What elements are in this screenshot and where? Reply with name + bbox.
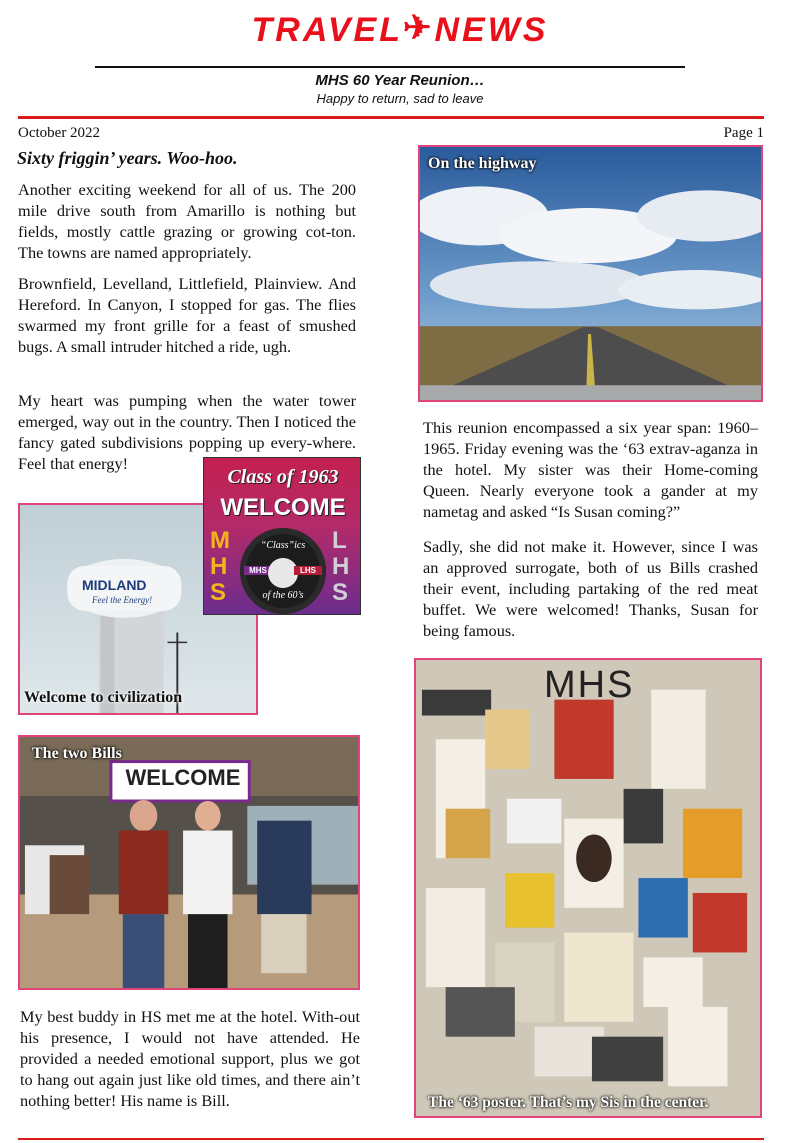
left-paragraph-3: My heart was pumping when the water tower emerged, way out in the country. Then I noticed the fancy gated subdivisions popping up every-where. Feel that energy! (18, 391, 356, 473)
right-paragraph-2: Sadly, she did not make it. However, since I was an approved surrogate, both of us Bills crashed their event, including partaking of the red meat buffet. We were welcomed! Thanks, Susan for being famous. (423, 537, 758, 640)
banner-text: WELCOME (125, 765, 241, 790)
tower-caption: Welcome to civilization (24, 689, 183, 706)
subheadline: Happy to return, sad to leave (316, 91, 484, 106)
disc-right-label: LHS (294, 566, 322, 575)
disc-top-text: “Class”ics (260, 540, 306, 551)
red-divider (18, 116, 764, 119)
sign-lhs-letters: LHS (332, 527, 350, 606)
airplane-icon: ✈ (402, 9, 435, 47)
disc-bottom-text: of the 60’s (262, 590, 304, 601)
bill-paragraph: My best buddy in HS met me at the hotel. With-out his presence, I would not have attended. He provided a needed emotional support, plus we got to hang out again just like old times, and there ain’t nothing better! His name is Bill. (20, 1007, 360, 1110)
bottom-divider (18, 1138, 764, 1140)
page-number: Page 1 (723, 125, 764, 141)
left-paragraph-2: Brownfield, Levelland, Littlefield, Plainview. And Hereford. In Canyon, I stopped for gas. The flies swarmed my front grille for a feast of smushed bugs. A small intruder hitched a ride, ugh. (18, 274, 356, 356)
right-paragraph-1: This reunion encompassed a six year span: 1960–1965. Friday evening was the ‘63 extrav-aganza in the hotel. My sister was their Home-coming Queen. Nearly everyone took a gander at my nametag and asked “Is Susan coming?” (423, 418, 758, 521)
sign-class-text: Class of 1963 (227, 466, 339, 488)
masthead-left: TRAVEL (251, 11, 403, 49)
disc-left-label: MHS (244, 566, 272, 575)
highway-photo (418, 145, 763, 402)
highway-caption: On the highway (428, 155, 537, 172)
article-heading: Sixty friggin’ years. Woo-hoo. (17, 148, 238, 168)
sign-welcome-text: WELCOME (220, 494, 346, 521)
two-bills-photo (18, 735, 360, 990)
poster-photo (414, 658, 762, 1118)
poster-title: MHS (544, 664, 635, 706)
headline: MHS 60 Year Reunion… (315, 72, 485, 89)
poster-caption: The ‘63 poster. That’s my Sis in the center. (428, 1094, 709, 1111)
masthead-right: NEWS (434, 11, 549, 49)
left-paragraph-1: Another exciting weekend for all of us. The 200 mile drive south from Amarillo is nothing but fields, mostly cattle grazing or growing cot-ton. The towns are named appropriately. (18, 180, 356, 262)
bills-caption: The two Bills (32, 745, 122, 762)
tower-text: MIDLAND (82, 577, 147, 593)
record-disc (240, 528, 326, 614)
masthead (0, 10, 800, 50)
tower-tagline: Feel the Energy! (92, 595, 153, 605)
sign-mhs-letters: MHS (210, 527, 230, 606)
top-divider (95, 66, 685, 68)
issue-date: October 2022 (18, 125, 101, 141)
welcome-sign-photo (203, 457, 361, 615)
